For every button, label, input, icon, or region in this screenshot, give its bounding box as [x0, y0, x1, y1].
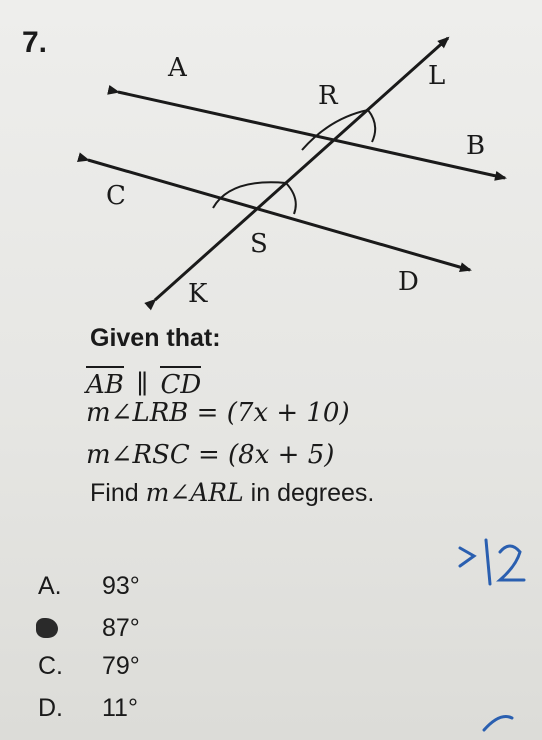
- point-a-label: A: [168, 53, 187, 83]
- choice-letter: C.: [38, 652, 63, 680]
- point-c-label: C: [106, 181, 126, 211]
- equation-lrb: m∠LRB = (7x + 10): [86, 398, 350, 428]
- given-heading: Given that:: [90, 324, 221, 352]
- point-d-label: D: [398, 267, 419, 297]
- point-b-label: B: [466, 131, 486, 161]
- choice-value: 11°: [102, 694, 138, 722]
- find-suffix: in degrees.: [243, 479, 375, 507]
- point-s-label: S: [250, 229, 268, 259]
- choice-value: 79°: [102, 652, 140, 680]
- choice-value: 87°: [102, 614, 140, 642]
- question-number: 7.: [22, 26, 48, 59]
- point-r-label: R: [318, 81, 338, 111]
- equation-rsc: m∠RSC = (8x + 5): [86, 440, 335, 470]
- parallel-symbol: ∥: [136, 370, 149, 400]
- line-cd-name: CD: [160, 366, 201, 400]
- point-k-label: K: [188, 279, 208, 309]
- find-prefix: Find: [90, 479, 146, 507]
- choice-letter: A.: [38, 572, 62, 600]
- point-l-label: L: [428, 61, 446, 91]
- line-ab-name: AB: [86, 366, 124, 400]
- find-angle: m∠ARL: [145, 478, 244, 507]
- choice-value: 93°: [102, 572, 140, 600]
- choice-letter: D.: [38, 694, 63, 722]
